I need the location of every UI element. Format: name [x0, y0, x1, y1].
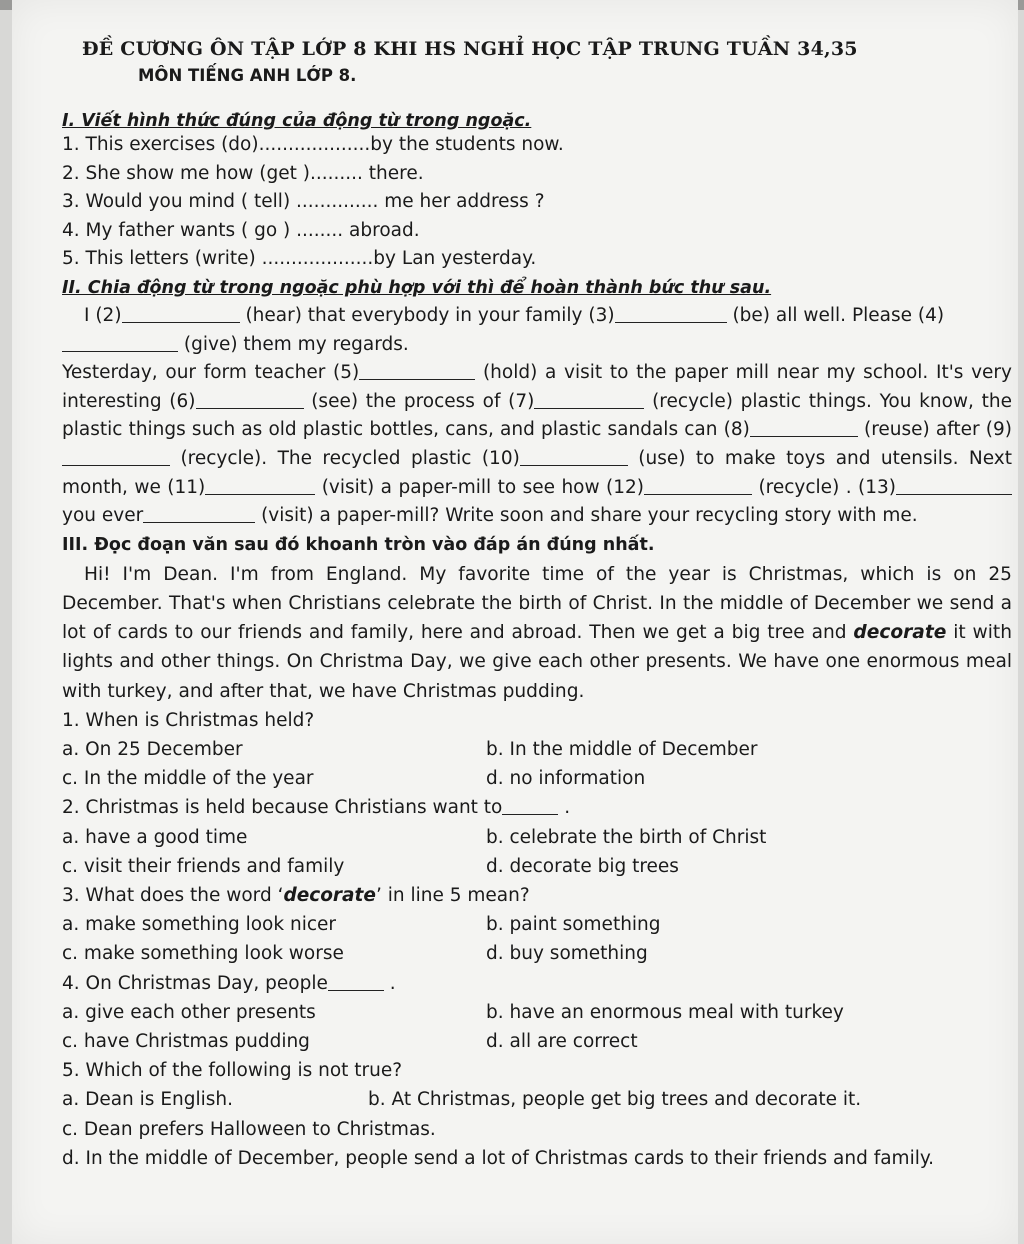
options-row: [62, 1027, 1012, 1056]
option-c[interactable]: c. make something look worse: [62, 943, 344, 965]
answer-blank: [520, 446, 628, 466]
letter-paragraph-2: [62, 359, 1012, 531]
options-row: [62, 1085, 1012, 1114]
letter-paragraph-1: [62, 302, 1012, 359]
option-b[interactable]: b. have an enormous meal with turkey: [486, 1001, 844, 1023]
option-d[interactable]: d. all are correct: [486, 1030, 638, 1052]
option-b[interactable]: b. paint something: [486, 914, 661, 936]
options-row: [62, 852, 1012, 881]
section-3-heading: III. Đọc đoạn văn sau đó khoanh tròn vào đáp án đúng nhất.: [62, 534, 655, 555]
passage-highlight-word: decorate: [853, 622, 947, 644]
answer-blank: [196, 389, 304, 409]
answer-blank: [896, 475, 1012, 495]
option-a[interactable]: a. have a good time: [62, 826, 248, 848]
passage-text: Hi! I'm Dean. I'm from England. My favorite time of the year is Christmas, which is on 25 December. That's when Christians celebrate the birth of Christ. In the middle of December we send a lot of cards to our friends and family, here and abroad. Then we get a big tree and: [62, 563, 1012, 644]
option-c[interactable]: c. have Christmas pudding: [62, 1030, 310, 1052]
answer-blank: [359, 361, 475, 381]
letter-text: (see) the process of (7): [311, 390, 535, 412]
answer-blank: [750, 418, 858, 438]
exercise-1-item: 4. My father wants ( go ) ........ abroad.: [62, 219, 420, 241]
option-b[interactable]: b. In the middle of December: [486, 738, 758, 760]
letter-text: (recycle) plastic things. You know, the plastic things such as old plastic bottles, cans, and plastic sandals can (8): [62, 390, 1012, 441]
options-row: [62, 939, 1012, 968]
question-text: .: [564, 797, 571, 819]
option-a[interactable]: a. make something look nicer: [62, 914, 336, 936]
question: [62, 969, 1012, 998]
page-subtitle: MÔN TIẾNG ANH LỚP 8.: [138, 66, 357, 85]
question-text: 4. On Christmas Day, people: [62, 972, 328, 994]
option-a[interactable]: a. Dean is English.: [62, 1089, 234, 1111]
question-text: ’ in line 5 mean?: [375, 884, 530, 906]
answer-blank: [62, 446, 170, 466]
section-2-heading: II. Chia động từ trong ngoặc phù hợp với thì để hoàn thành bức thư sau.: [62, 277, 772, 298]
answer-blank: [328, 971, 384, 991]
question: 5. Which of the following is not true?: [62, 1060, 403, 1082]
answer-blank: [143, 504, 255, 524]
option-b[interactable]: b. At Christmas, people get big trees and decorate it.: [368, 1089, 862, 1111]
option-d[interactable]: d. buy something: [486, 943, 648, 965]
question-text: 3. What does the word ‘: [62, 884, 284, 906]
answer-blank: [615, 303, 727, 323]
letter-text: (give) them my regards.: [183, 333, 409, 355]
letter-text: (hear) that everybody in your family (3): [245, 304, 615, 326]
worksheet-content: [62, 36, 1012, 1173]
options-row: [62, 823, 1012, 852]
options-row: [62, 910, 1012, 939]
question: [62, 793, 1012, 822]
letter-text: (recycle) . (13): [758, 476, 896, 498]
option-c[interactable]: c. In the middle of the year: [62, 768, 314, 790]
options-row: [62, 998, 1012, 1027]
answer-blank: [534, 389, 644, 409]
page-title: ĐỀ CƯƠNG ÔN TẬP LỚP 8 KHI HS NGHỈ HỌC TẬP TRUNG TUẦN 34,35: [82, 38, 858, 60]
question-text: 2. Christmas is held because Christians want to: [62, 797, 503, 819]
answer-blank: [122, 303, 240, 323]
option-d[interactable]: d. decorate big trees: [486, 855, 679, 877]
letter-text: (hold) a visit to the paper mill near my school. It's very interesting (6): [62, 362, 1012, 412]
passage-text: it with lights and other things. On Christma Day, we give each other presents. We have one enormous meal with turkey, and after that, we have Christmas pudding.: [62, 622, 1012, 702]
option-c[interactable]: c. Dean prefers Halloween to Christmas.: [62, 1118, 436, 1140]
reading-passage: [62, 560, 1012, 706]
letter-text: (visit) a paper-mill? Write soon and share your recycling story with me.: [261, 505, 918, 527]
exercise-1-item: 3. Would you mind ( tell) .............. me her address ?: [62, 191, 545, 213]
letter-text: I (2): [84, 304, 122, 326]
question: 1. When is Christmas held?: [62, 709, 315, 731]
option-c[interactable]: c. visit their friends and family: [62, 855, 345, 877]
section-1-heading: I. Viết hình thức đúng của động từ trong ngoặc.: [62, 111, 532, 131]
answer-blank: [62, 332, 178, 352]
letter-text: (use) to make toys and utensils. Next month, we (11): [62, 447, 1012, 498]
letter-text: Yesterday, our form teacher (5): [62, 362, 360, 384]
letter-text: (be) all well. Please (4): [732, 304, 945, 326]
question-text: .: [389, 972, 396, 994]
letter-text: (recycle). The recycled plastic (10): [180, 447, 520, 469]
answer-blank: [644, 475, 752, 495]
options-row: [62, 735, 1012, 764]
option-b[interactable]: b. celebrate the birth of Christ: [486, 826, 767, 848]
option-a[interactable]: a. give each other presents: [62, 1001, 316, 1023]
option-a[interactable]: a. On 25 December: [62, 738, 243, 760]
exercise-1-item: 2. She show me how (get )......... there.: [62, 162, 424, 184]
letter-text: you ever: [62, 505, 144, 527]
answer-blank: [502, 796, 558, 816]
option-d[interactable]: d. no information: [486, 768, 646, 790]
option-d[interactable]: d. In the middle of December, people send a lot of Christmas cards to their friends and family.: [62, 1147, 935, 1169]
exercise-1-item: 5. This letters (write) ...................by Lan yesterday.: [62, 248, 537, 270]
letter-text: (reuse) after (9): [863, 419, 1013, 441]
question-highlight-word: decorate: [283, 884, 376, 906]
letter-text: (visit) a paper-mill to see how (12): [321, 476, 645, 498]
question: [62, 881, 1012, 910]
options-row: [62, 764, 1012, 793]
exercise-1-item: 1. This exercises (do)...................by the students now.: [62, 134, 564, 155]
answer-blank: [205, 475, 315, 495]
